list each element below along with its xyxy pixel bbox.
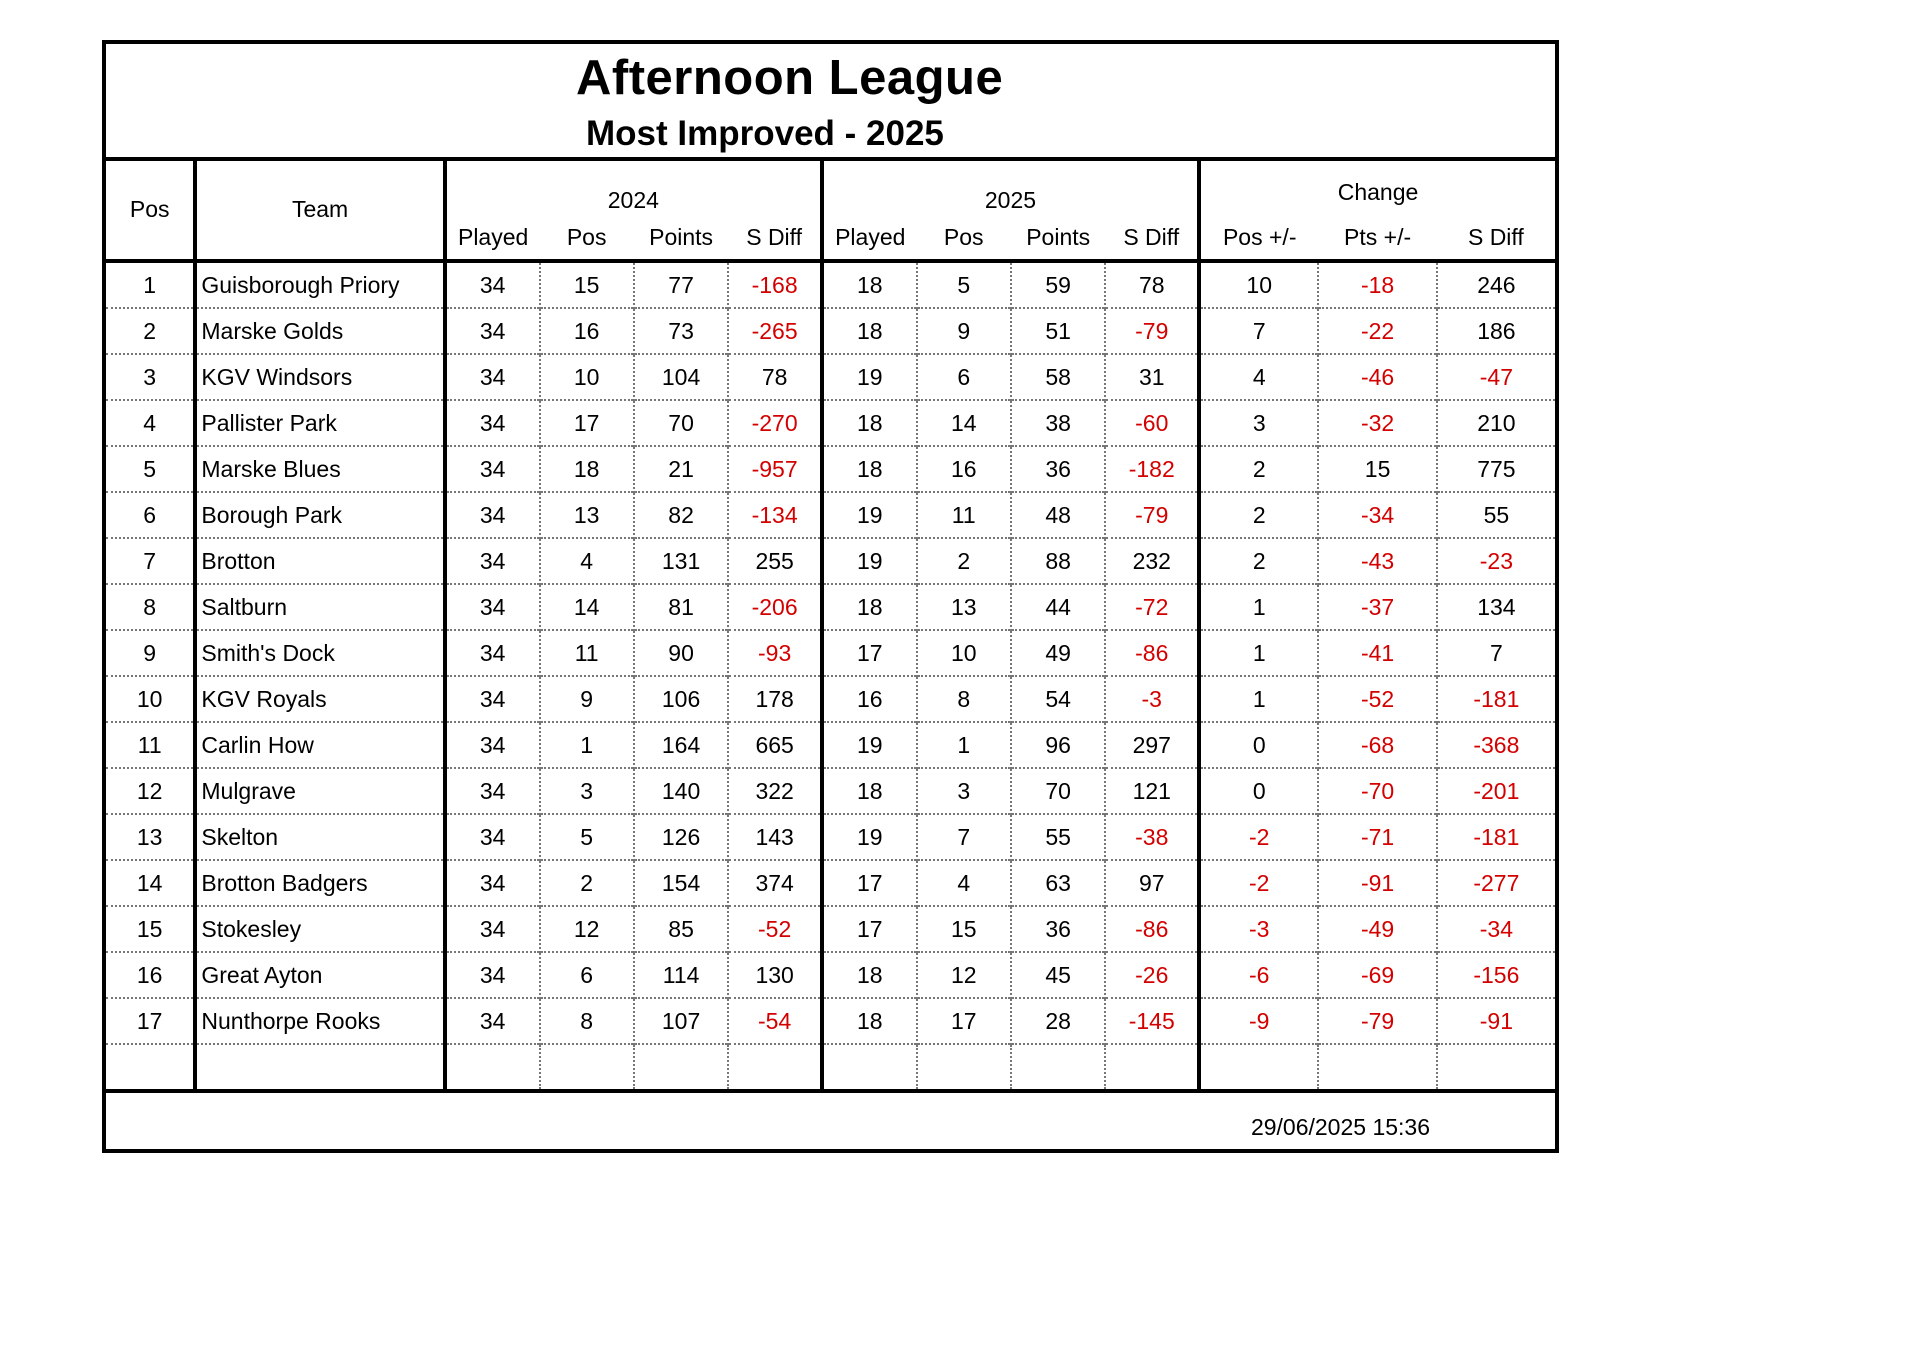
cell-points-2025: 55 [1011,814,1106,860]
table-row [106,722,1555,768]
cell-pts-change: -22 [1318,308,1436,354]
cell-pos-2025: 6 [917,354,1011,400]
cell-sdiff-2024: 143 [728,814,822,860]
blank-cell [1437,1044,1555,1091]
cell-played-2024: 34 [445,261,540,308]
table-body [106,261,1555,1091]
league-sheet [102,40,1559,1153]
cell-sdiff-change: -91 [1437,998,1555,1044]
cell-points-2024: 81 [634,584,729,630]
cell-pos-change: -2 [1199,860,1318,906]
cell-pos-change: 3 [1199,400,1318,446]
cell-played-2025: 18 [822,584,917,630]
cell-sdiff-2024: -134 [728,492,822,538]
cell-pos-change: 0 [1199,768,1318,814]
cell-points-2025: 59 [1011,261,1106,308]
page-title: Afternoon League [576,51,1004,105]
cell-pts-change: -46 [1318,354,1436,400]
cell-pos-change: 1 [1199,584,1318,630]
header-pos-2024: Pos [540,216,634,261]
cell-points-2024: 70 [634,400,729,446]
header-played-2024: Played [445,216,540,261]
cell-pts-change: -69 [1318,952,1436,998]
cell-pos: 10 [106,676,195,722]
cell-pos: 11 [106,722,195,768]
blank-cell [728,1044,822,1091]
header-points-2024: Points [634,216,729,261]
cell-sdiff-2025: -182 [1105,446,1199,492]
header-pos-2025: Pos [917,216,1011,261]
cell-pos-2025: 13 [917,584,1011,630]
cell-pos: 8 [106,584,195,630]
cell-pos-change: 2 [1199,446,1318,492]
cell-pos-2024: 1 [540,722,634,768]
cell-played-2025: 19 [822,492,917,538]
cell-pos-2024: 2 [540,860,634,906]
title-block [106,44,1555,161]
cell-team: Smith's Dock [195,630,444,676]
cell-sdiff-2024: 255 [728,538,822,584]
cell-points-2025: 28 [1011,998,1106,1044]
cell-pos: 4 [106,400,195,446]
cell-pos: 12 [106,768,195,814]
header-pos: Pos [106,161,195,261]
cell-played-2024: 34 [445,952,540,998]
cell-team: Nunthorpe Rooks [195,998,444,1044]
cell-pos-2024: 5 [540,814,634,860]
cell-played-2024: 34 [445,584,540,630]
blank-cell [1199,1044,1318,1091]
cell-sdiff-2025: -3 [1105,676,1199,722]
cell-pos-2025: 1 [917,722,1011,768]
cell-played-2025: 17 [822,860,917,906]
cell-sdiff-change: 7 [1437,630,1555,676]
cell-sdiff-2024: -957 [728,446,822,492]
cell-sdiff-2024: -168 [728,261,822,308]
cell-played-2024: 34 [445,538,540,584]
page-subtitle: Most Improved - 2025 [586,114,944,153]
cell-played-2024: 34 [445,630,540,676]
cell-played-2024: 34 [445,860,540,906]
cell-played-2024: 34 [445,722,540,768]
cell-points-2024: 140 [634,768,729,814]
cell-points-2024: 104 [634,354,729,400]
cell-pos-2024: 4 [540,538,634,584]
cell-pts-change: -32 [1318,400,1436,446]
header-pts-change: Pts +/- [1318,216,1436,261]
cell-points-2024: 164 [634,722,729,768]
cell-points-2025: 58 [1011,354,1106,400]
cell-pos-change: 4 [1199,354,1318,400]
blank-cell [195,1044,444,1091]
table-row [106,906,1555,952]
cell-points-2024: 131 [634,538,729,584]
cell-pos-change: 7 [1199,308,1318,354]
header-group-change: Change [1199,161,1555,216]
cell-pos-2024: 11 [540,630,634,676]
cell-points-2025: 36 [1011,906,1106,952]
cell-sdiff-change: -156 [1437,952,1555,998]
cell-pos-change: -6 [1199,952,1318,998]
cell-played-2025: 18 [822,952,917,998]
cell-sdiff-change: -47 [1437,354,1555,400]
cell-pts-change: -52 [1318,676,1436,722]
cell-pos-2024: 16 [540,308,634,354]
cell-pts-change: -34 [1318,492,1436,538]
table-row [106,676,1555,722]
cell-points-2024: 114 [634,952,729,998]
cell-team: Skelton [195,814,444,860]
cell-pts-change: -49 [1318,906,1436,952]
cell-played-2025: 18 [822,768,917,814]
cell-points-2024: 90 [634,630,729,676]
cell-team: Pallister Park [195,400,444,446]
cell-team: Stokesley [195,906,444,952]
cell-sdiff-change: -181 [1437,814,1555,860]
cell-played-2025: 18 [822,446,917,492]
cell-sdiff-2025: -60 [1105,400,1199,446]
header-sdiff-2025: S Diff [1105,216,1199,261]
cell-pts-change: -37 [1318,584,1436,630]
cell-pos: 14 [106,860,195,906]
cell-sdiff-2024: 178 [728,676,822,722]
cell-points-2025: 51 [1011,308,1106,354]
cell-pos-2025: 8 [917,676,1011,722]
cell-sdiff-2025: -79 [1105,308,1199,354]
cell-points-2024: 126 [634,814,729,860]
cell-pos-2024: 15 [540,261,634,308]
cell-sdiff-change: -277 [1437,860,1555,906]
cell-pos-2025: 5 [917,261,1011,308]
cell-pos-2024: 17 [540,400,634,446]
cell-sdiff-2025: -72 [1105,584,1199,630]
cell-pos: 17 [106,998,195,1044]
blank-cell [634,1044,729,1091]
cell-played-2024: 34 [445,446,540,492]
blank-cell [822,1044,917,1091]
cell-points-2025: 36 [1011,446,1106,492]
cell-pos-change: -2 [1199,814,1318,860]
cell-pts-change: -91 [1318,860,1436,906]
table-row [106,768,1555,814]
table-row [106,308,1555,354]
cell-sdiff-change: 775 [1437,446,1555,492]
cell-pos-change: -9 [1199,998,1318,1044]
cell-pos: 9 [106,630,195,676]
cell-sdiff-2024: -265 [728,308,822,354]
cell-points-2024: 21 [634,446,729,492]
table-row [106,446,1555,492]
cell-pos-2025: 7 [917,814,1011,860]
cell-played-2024: 34 [445,492,540,538]
cell-points-2024: 107 [634,998,729,1044]
cell-sdiff-change: 246 [1437,261,1555,308]
cell-team: KGV Windsors [195,354,444,400]
cell-team: Brotton [195,538,444,584]
cell-points-2024: 82 [634,492,729,538]
cell-pos-2025: 2 [917,538,1011,584]
cell-pts-change: 15 [1318,446,1436,492]
header-sdiff-change: S Diff [1437,216,1555,261]
cell-pos-2024: 18 [540,446,634,492]
cell-played-2024: 34 [445,354,540,400]
cell-points-2025: 45 [1011,952,1106,998]
cell-points-2025: 38 [1011,400,1106,446]
cell-played-2024: 34 [445,814,540,860]
cell-pos-change: 2 [1199,492,1318,538]
blank-row [106,1044,1555,1091]
cell-pts-change: -70 [1318,768,1436,814]
cell-pos-2025: 17 [917,998,1011,1044]
blank-cell [106,1044,195,1091]
cell-sdiff-2025: -38 [1105,814,1199,860]
cell-pos: 5 [106,446,195,492]
cell-pos-2024: 8 [540,998,634,1044]
cell-pos: 1 [143,271,157,298]
table-row [106,538,1555,584]
cell-played-2025: 19 [822,538,917,584]
cell-pos-2024: 13 [540,492,634,538]
header-team: Team [195,161,444,261]
cell-sdiff-change: 134 [1437,584,1555,630]
cell-sdiff-2025: -145 [1105,998,1199,1044]
cell-pos-2024: 10 [540,354,634,400]
cell-pos-2024: 12 [540,906,634,952]
cell-played-2024: 34 [445,998,540,1044]
cell-played-2025: 19 [822,354,917,400]
cell-pos-2025: 4 [917,860,1011,906]
cell-sdiff-2025: 31 [1105,354,1199,400]
cell-pos-2024: 3 [540,768,634,814]
cell-sdiff-change: 55 [1437,492,1555,538]
cell-played-2025: 16 [822,676,917,722]
table-row [106,630,1555,676]
cell-points-2024: 73 [634,308,729,354]
cell-played-2025: 17 [822,630,917,676]
cell-team: Marske Golds [195,308,444,354]
cell-sdiff-2024: 374 [728,860,822,906]
cell-played-2025: 18 [822,261,917,308]
cell-points-2025: 63 [1011,860,1106,906]
cell-pos-change: 10 [1199,261,1318,308]
blank-cell [1318,1044,1436,1091]
cell-pos: 3 [106,354,195,400]
cell-team: Brotton Badgers [195,860,444,906]
cell-pts-change: -18 [1318,261,1436,308]
cell-sdiff-2025: -79 [1105,492,1199,538]
cell-pts-change: -41 [1318,630,1436,676]
header-group-2024: 2024 [445,161,822,216]
cell-played-2024: 34 [445,308,540,354]
cell-sdiff-change: 186 [1437,308,1555,354]
cell-pos-change: 2 [1199,538,1318,584]
cell-sdiff-2024: 130 [728,952,822,998]
header-group-2025: 2025 [822,161,1199,216]
cell-played-2025: 19 [822,722,917,768]
cell-pos: 15 [106,906,195,952]
cell-pos-2025: 10 [917,630,1011,676]
cell-pos-2025: 11 [917,492,1011,538]
cell-points-2024: 77 [634,261,729,308]
cell-sdiff-2024: 665 [728,722,822,768]
cell-team: Guisborough Priory [195,261,444,308]
header-sdiff-2024: S Diff [728,216,822,261]
cell-pos: 6 [106,492,195,538]
cell-team: Mulgrave [195,768,444,814]
cell-sdiff-2024: 322 [728,768,822,814]
cell-played-2025: 18 [822,998,917,1044]
cell-sdiff-change: -201 [1437,768,1555,814]
cell-points-2024: 106 [634,676,729,722]
cell-pos-2025: 9 [917,308,1011,354]
cell-sdiff-2024: -206 [728,584,822,630]
table-row [106,952,1555,998]
header-played-2025: Played [822,216,917,261]
cell-sdiff-2025: -26 [1105,952,1199,998]
cell-points-2025: 48 [1011,492,1106,538]
cell-team: Carlin How [195,722,444,768]
cell-pts-change: -71 [1318,814,1436,860]
timestamp: 29/06/2025 15:36 [1250,1114,1430,1140]
cell-sdiff-2024: -93 [728,630,822,676]
standings-table [106,161,1555,1093]
cell-pos-2025: 12 [917,952,1011,998]
cell-pos-2025: 3 [917,768,1011,814]
table-row [106,584,1555,630]
cell-pts-change: -68 [1318,722,1436,768]
cell-pos-2024: 14 [540,584,634,630]
cell-sdiff-2024: -54 [728,998,822,1044]
blank-cell [540,1044,634,1091]
cell-sdiff-2024: -270 [728,400,822,446]
cell-points-2025: 70 [1011,768,1106,814]
cell-points-2024: 85 [634,906,729,952]
cell-played-2025: 19 [822,814,917,860]
blank-cell [445,1044,540,1091]
cell-pos-2025: 15 [917,906,1011,952]
cell-pos-2025: 16 [917,446,1011,492]
blank-cell [917,1044,1011,1091]
cell-pos: 13 [106,814,195,860]
cell-sdiff-change: -368 [1437,722,1555,768]
cell-sdiff-change: -34 [1437,906,1555,952]
cell-sdiff-2024: -52 [728,906,822,952]
cell-team: Borough Park [195,492,444,538]
cell-team: Great Ayton [195,952,444,998]
blank-cell [1011,1044,1106,1091]
cell-pos-2024: 9 [540,676,634,722]
cell-sdiff-2025: 78 [1105,261,1199,308]
cell-team: KGV Royals [195,676,444,722]
cell-pos-change: 0 [1199,722,1318,768]
cell-pos-change: 1 [1199,676,1318,722]
cell-pos-2025: 14 [917,400,1011,446]
cell-sdiff-2025: 297 [1105,722,1199,768]
cell-points-2024: 154 [634,860,729,906]
table-row [106,492,1555,538]
cell-played-2025: 18 [822,400,917,446]
cell-played-2024: 34 [445,400,540,446]
cell-pts-change: -43 [1318,538,1436,584]
cell-sdiff-change: -23 [1437,538,1555,584]
cell-points-2025: 49 [1011,630,1106,676]
cell-sdiff-2025: 97 [1105,860,1199,906]
cell-pts-change: -79 [1318,998,1436,1044]
cell-points-2025: 44 [1011,584,1106,630]
table-row [106,354,1555,400]
cell-sdiff-2025: -86 [1105,906,1199,952]
table-row [106,860,1555,906]
cell-points-2025: 88 [1011,538,1106,584]
cell-played-2025: 18 [822,308,917,354]
cell-pos-2024: 6 [540,952,634,998]
cell-sdiff-change: -181 [1437,676,1555,722]
header-pos-change: Pos +/- [1199,216,1318,261]
table-row [106,998,1555,1044]
table-row [106,400,1555,446]
cell-points-2025: 96 [1011,722,1106,768]
cell-pos: 16 [106,952,195,998]
cell-played-2025: 17 [822,906,917,952]
header-points-2025: Points [1011,216,1106,261]
cell-sdiff-2025: 121 [1105,768,1199,814]
cell-team: Marske Blues [195,446,444,492]
table-row [106,261,1555,308]
cell-team: Saltburn [195,584,444,630]
cell-pos: 7 [106,538,195,584]
cell-pos-change: -3 [1199,906,1318,952]
table-row [106,814,1555,860]
cell-pos-change: 1 [1199,630,1318,676]
cell-points-2025: 54 [1011,676,1106,722]
cell-sdiff-2024: 78 [728,354,822,400]
cell-pos: 2 [106,308,195,354]
cell-played-2024: 34 [445,768,540,814]
cell-sdiff-change: 210 [1437,400,1555,446]
blank-cell [1105,1044,1199,1091]
cell-played-2024: 34 [445,906,540,952]
cell-sdiff-2025: 232 [1105,538,1199,584]
cell-sdiff-2025: -86 [1105,630,1199,676]
cell-played-2024: 34 [445,676,540,722]
